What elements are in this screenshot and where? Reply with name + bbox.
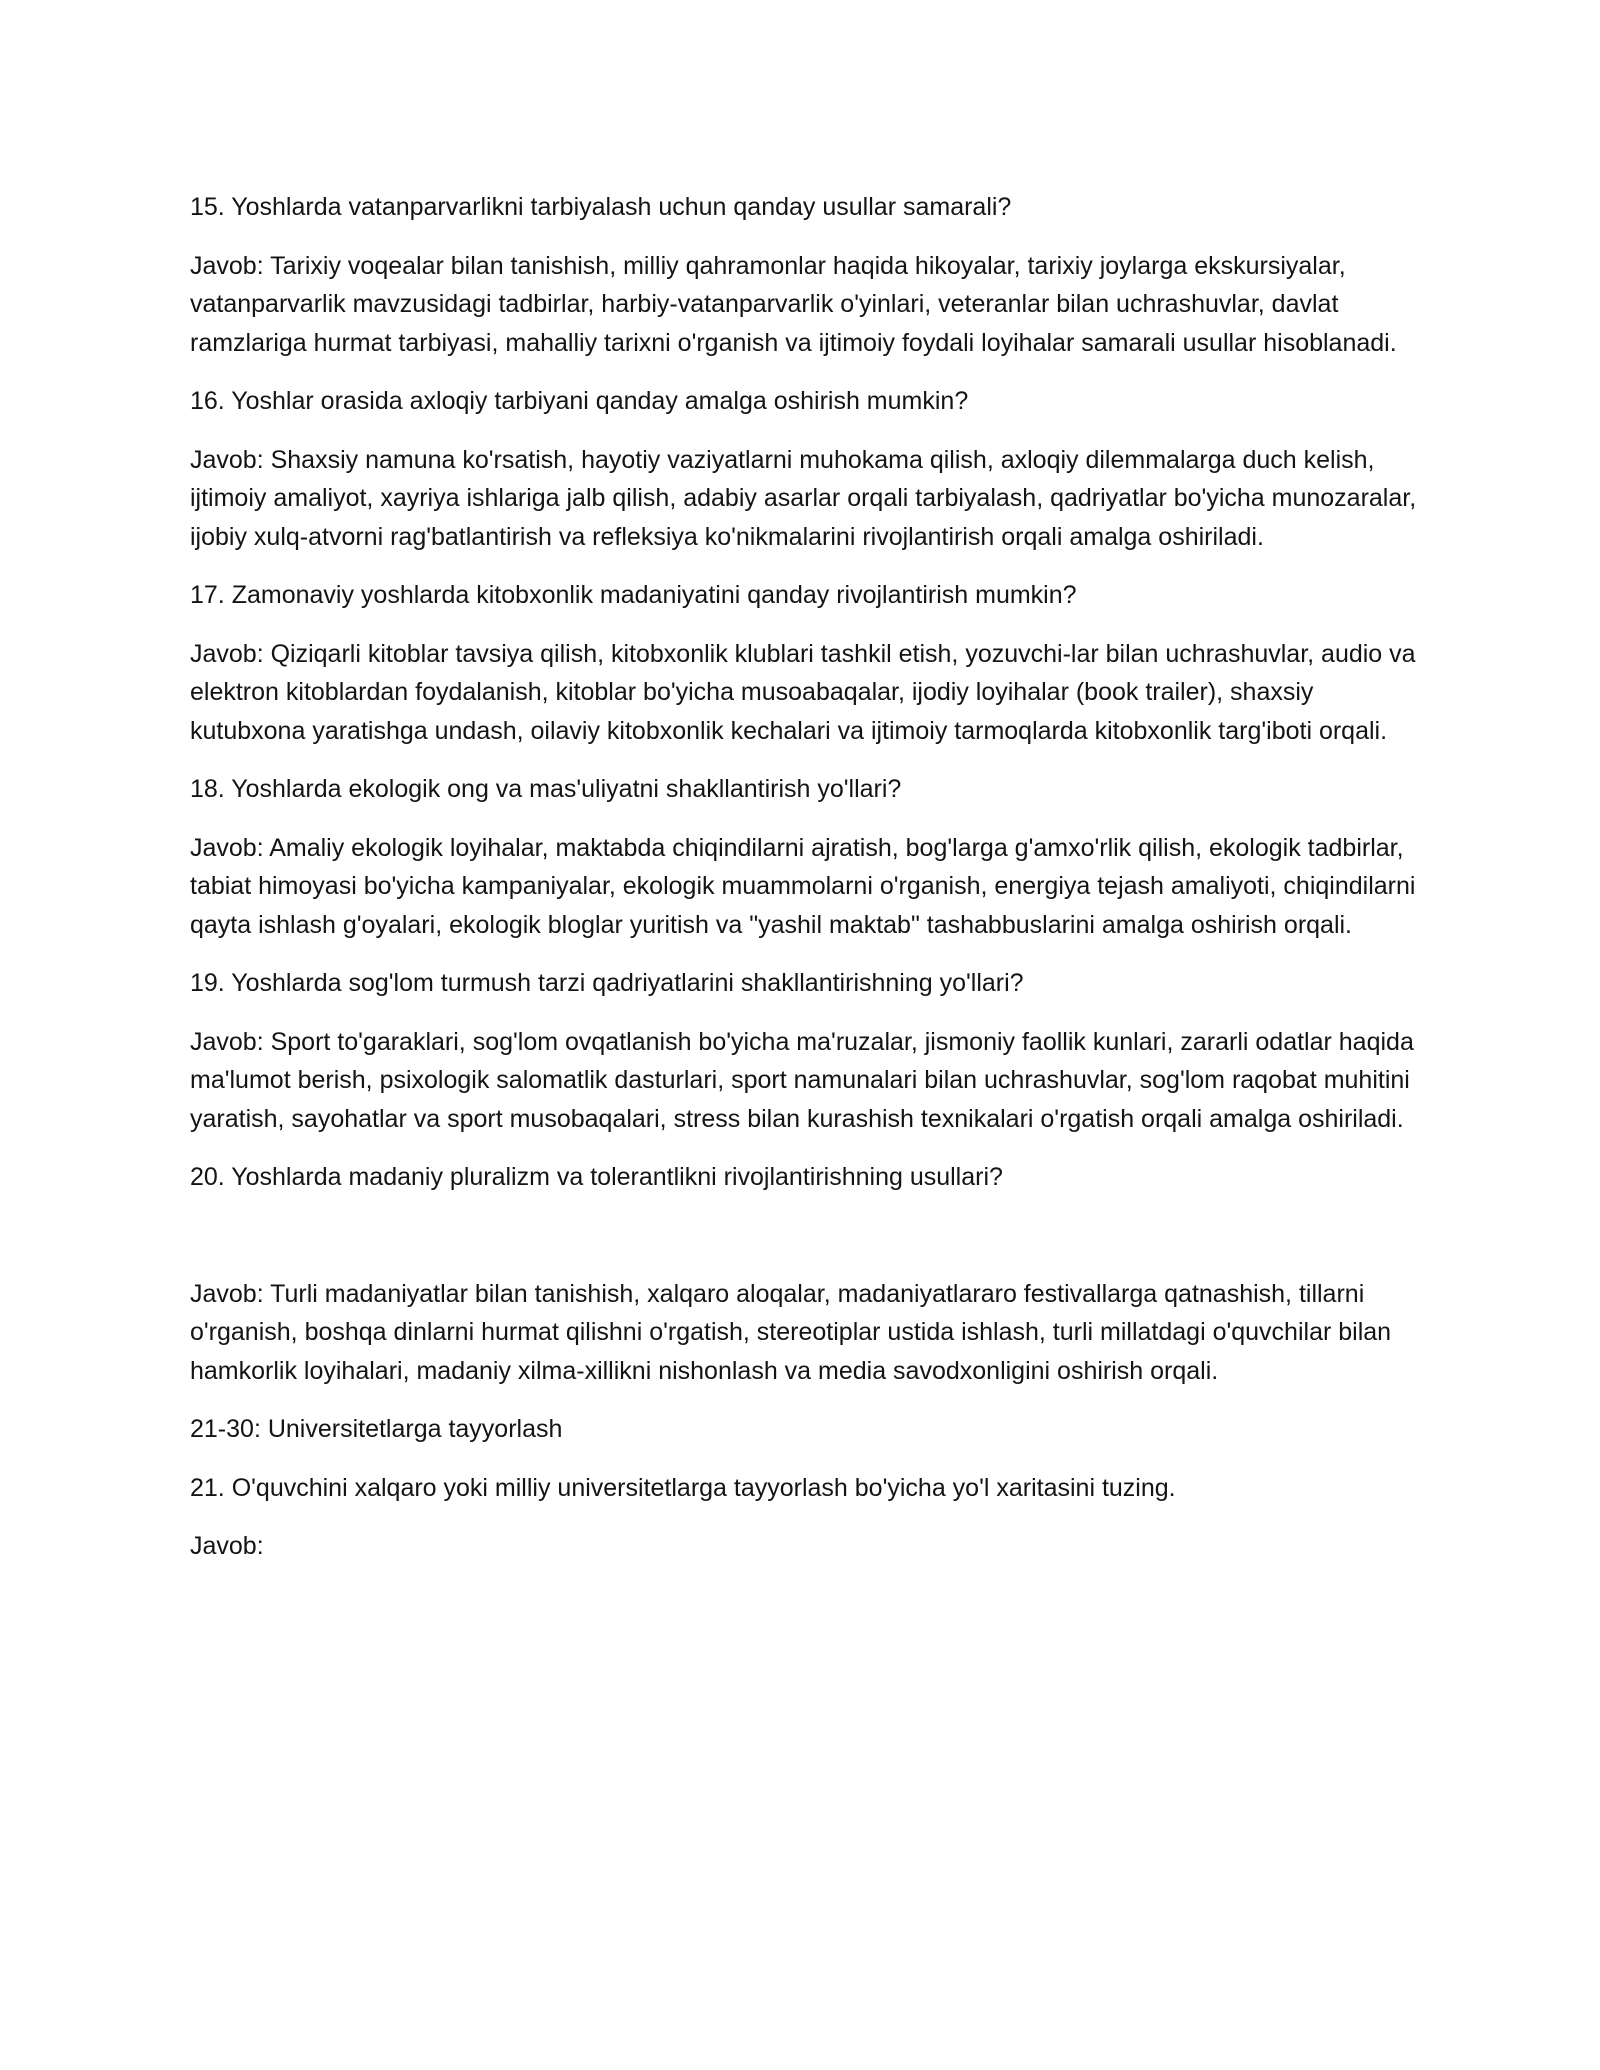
question-21: 21. O'quvchini xalqaro yoki milliy universitetlarga tayyorlash bo'yicha yo'l xaritasini tuzing. — [190, 1473, 1176, 1502]
answer-17: Javob: Qiziqarli kitoblar tavsiya qilish, kitobxonlik klublari tashkil etish, yozuvchi-lar bilan uchrashuvlar, audio va elektron kitoblardan foydalanish, kitoblar bo'yicha musoabaqalar, ijodiy loyihalar (book trailer), shaxsiy kutubxona yaratishga undash, oilaviy kitobxonlik kechalari va ijtimoiy tarmoqlarda kitobxonlik targ'iboti orqali. — [190, 639, 1416, 745]
question-16: 16. Yoshlar orasida axloqiy tarbiyani qanday amalga oshirish mumkin? — [190, 387, 969, 415]
answer-19: Javob: Sport to'garaklari, sog'lom ovqatlanish bo'yicha ma'ruzalar, jismoniy faollik kunlari, zararli odatlar haqida ma'lumot berish, psixologik salomatlik dasturlari, sport namunalari bilan uchrashuvlar, sog'lom raqobat muhitini yaratish, sayohatlar va sport musobaqalari, stress bilan kurashish texnikalari o'rgatish orqali amalga oshiriladi. — [190, 1027, 1414, 1133]
answer-16: Javob: Shaxsiy namuna ko'rsatish, hayotiy vaziyatlarni muhokama qilish, axloqiy dilemmalarga duch kelish, ijtimoiy amaliyot, xayriya ishlariga jalb qilish, adabiy asarlar orqali tarbiyalash, qadriyatlar bo'yicha munozaralar, ijobiy xulq-atvorni rag'batlantirish va refleksiya ko'nikmalarini rivojlantirish orqali amalga oshiriladi. — [190, 445, 1417, 551]
question-18: 18. Yoshlarda ekologik ong va mas'uliyatni shakllantirish yo'llari? — [190, 775, 902, 803]
answer-18: Javob: Amaliy ekologik loyihalar, maktabda chiqindilarni ajratish, bog'larga g'amxo'rlik qilish, ekologik tadbirlar, tabiat himoyasi bo'yicha kampaniyalar, ekologik muammolarni o'rganish, energiya tejash amaliyoti, chiqindilarni qayta ishlash g'oyalari, ekologik bloglar yuritish va "yashil maktab" tashabbuslarini amalga oshirish orqali. — [190, 833, 1416, 939]
document-body — [190, 188, 1420, 1586]
question-20: 20. Yoshlarda madaniy pluralizm va tolerantlikni rivojlantirishning usullari? — [190, 1163, 1003, 1191]
question-17: 17. Zamonaviy yoshlarda kitobxonlik madaniyatini qanday rivojlantirish mumkin? — [190, 581, 1077, 609]
answer-21: Javob: — [190, 1532, 264, 1560]
section-heading: 21-30: Universitetlarga tayyorlash — [190, 1415, 563, 1443]
answer-15: Javob: Tarixiy voqealar bilan tanishish, milliy qahramonlar haqida hikoyalar, tarixiy joylarga ekskursiyalar, vatanparvarlik mavzusidagi tadbirlar, harbiy-vatanparvarlik o'yinlari, veteranlar bilan uchrashuvlar, davlat ramzlariga hurmat tarbiyasi, mahalliy tarixni o'rganish va ijtimoiy foydali loyihalar samarali usullar hisoblanadi. — [190, 251, 1397, 357]
question-15: 15. Yoshlarda vatanparvarlikni tarbiyalash uchun qanday usullar samarali? — [190, 193, 1012, 221]
question-19: 19. Yoshlarda sog'lom turmush tarzi qadriyatlarini shakllantirishning yo'llari? — [190, 969, 1024, 997]
answer-20: Javob: Turli madaniyatlar bilan tanishish, xalqaro aloqalar, madaniyatlararo festivallarga qatnashish, tillarni o'rganish, boshqa dinlarni hurmat qilishni o'rgatish, stereotiplar ustida ishlash, turli millatdagi o'quvchilar bilan hamkorlik loyihalari, madaniy xilma-xillikni nishonlash va media savodxonligini oshirish orqali. — [190, 1279, 1392, 1385]
